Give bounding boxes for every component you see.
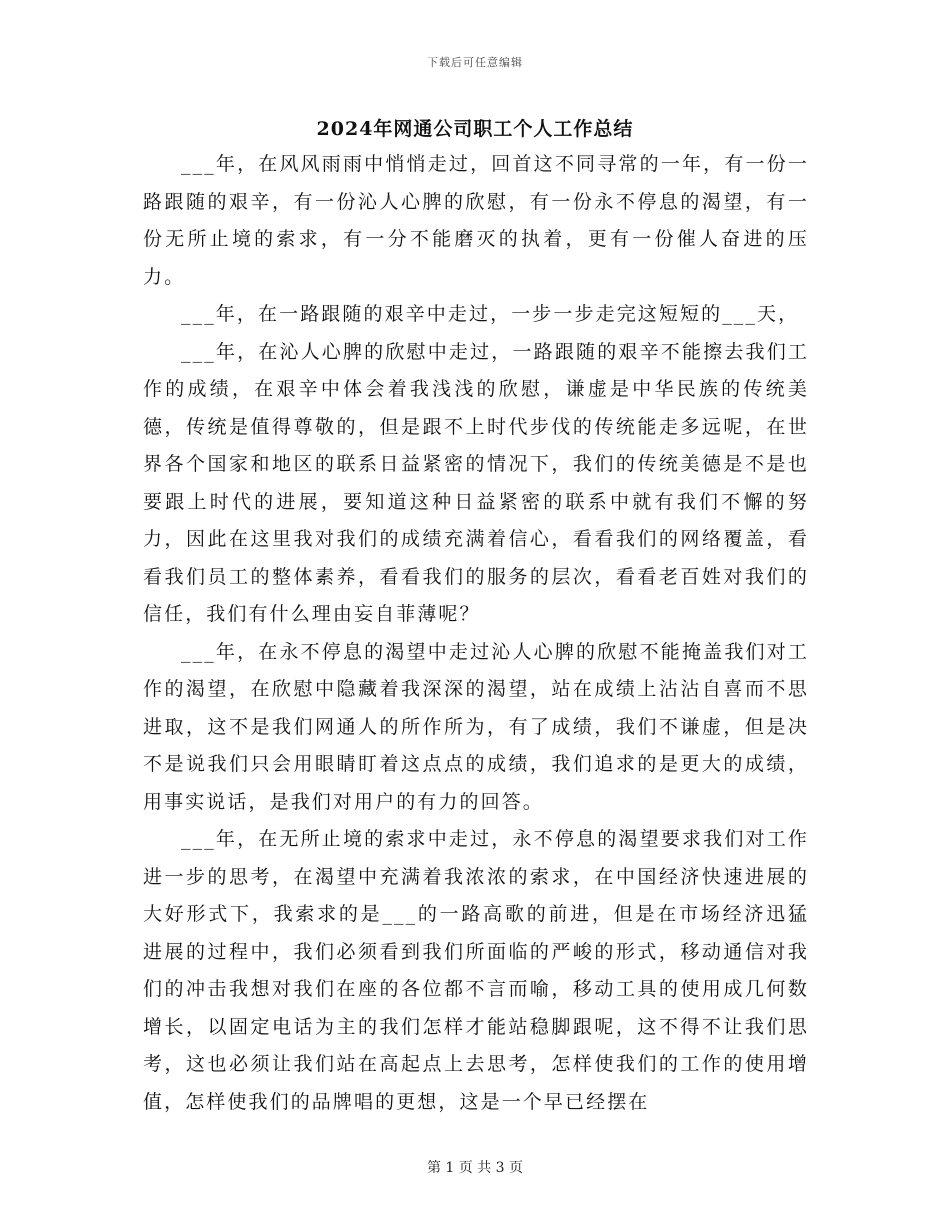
paragraph: ___年，在沁人心脾的欣慰中走过，一路跟随的艰辛不能擦去我们工作的成绩，在艰辛中体会着我浅浅的欣慰，谦虚是中华民族的传统美德，传统是值得尊敬的，但是跟不上时代步伐的传统能走多远呢，在世界各个国家和地区的联系日益紧密的情况下，我们的传统美德是不是也要跟上时代的进展，要知道这种日益紧密的联系中就有我们不懈的努力，因此在这里我对我们的成绩充满着信心，看看我们的网络覆盖，看看我们员工的整体素养，看看我们的服务的层次，看看老百姓对我们的信任，我们有什么理由妄自菲薄呢？	[143, 340, 809, 625]
paragraph: ___年，在永不停息的渴望中走过沁人心脾的欣慰不能掩盖我们对工作的渴望，在欣慰中隐藏着我深深的渴望，站在成绩上沾沾自喜而不思进取，这不是我们网通人的所作所为，有了成绩，我们不谦虚，但是决不是说我们只会用眼睛盯着这点点的成绩，我们追求的是更大的成绩，用事实说话，是我们对用户的有力的回答。	[143, 640, 809, 813]
header-note: 下载后可任意编辑	[427, 56, 523, 69]
paragraph: ___年，在一路跟随的艰辛中走过，一步一步走完这短短的___天，	[181, 303, 800, 325]
paragraph: ___年，在风风雨雨中悄悄走过，回首这不同寻常的一年，有一份一路跟随的艰辛，有一份沁人心脾的欣慰，有一份永不停息的渴望，有一份无所止境的索求，有一分不能磨灭的执着，更有一份催人奋进的压力。	[143, 153, 809, 288]
document-title: 2024年网通公司职工个人工作总结	[316, 118, 634, 140]
page-number-footer: 第 1 页 共 3 页	[426, 1160, 524, 1176]
paragraph: ___年，在无所止境的索求中走过，永不停息的渴望要求我们对工作进一步的思考，在渴望中充满着我浓浓的索求，在中国经济快速进展的大好形式下，我索求的是___的一路高歌的前进，但是在市场经济迅猛进展的过程中，我们必须看到我们所面临的严峻的形式，移动通信对我们的冲击我想对我们在座的各位都不言而喻，移动工具的使用成几何数增长，以固定电话为主的我们怎样才能站稳脚跟呢，这不得不让我们思考，这也必须让我们站在高起点上去思考，怎样使我们的工作的使用增值，怎样使我们的品牌唱的更想，这是一个早已经摆在	[143, 828, 809, 1113]
document-body	[143, 146, 809, 1121]
